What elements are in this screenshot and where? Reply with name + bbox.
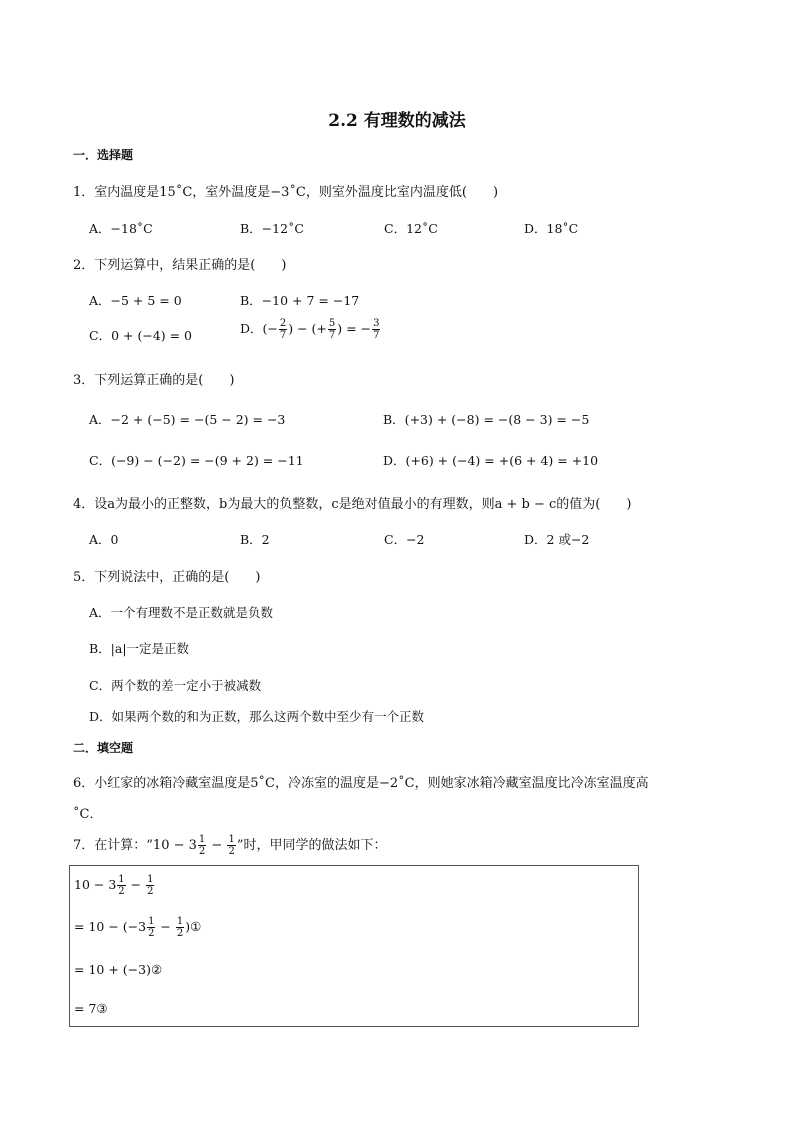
solution-box xyxy=(69,865,639,1027)
solution-line-1: 10 − 3 $\frac{1}{2}$ − $\frac{1}{2}$ xyxy=(74,874,154,897)
fraction: $\frac{1}{2}$ xyxy=(176,916,184,939)
fraction: $\frac{1}{2}$ xyxy=(198,834,206,857)
question-2-stem: 2．下列运算中，结果正确的是( ) xyxy=(73,258,287,273)
q2-option-d: D．(− $\frac{2}{7}$ ) − (+ $\frac{5}{7}$ ) = − $\frac{3}{7}$ xyxy=(240,318,380,341)
question-3-stem: 3．下列运算正确的是( ) xyxy=(73,373,235,388)
q1-option-a: A．−18˚C xyxy=(89,221,153,236)
q4-option-b: B．2 xyxy=(240,532,270,547)
fraction: $\frac{2}{7}$ xyxy=(279,318,287,341)
q5-option-c: C．两个数的差一定小于被减数 xyxy=(89,678,262,693)
fraction: $\frac{1}{2}$ xyxy=(118,874,125,897)
question-7-stem: 7．在计算：“10 − 3 $\frac{1}{2}$ − $\frac{1}{2}$ ”时，甲同学的做法如下： xyxy=(73,834,387,857)
q4-option-c: C．−2 xyxy=(384,532,425,547)
section-heading-fill: 二．填空题 xyxy=(73,741,134,755)
q2-option-b: B．−10 + 7 = −17 xyxy=(240,293,360,308)
fraction: $\frac{1}{2}$ xyxy=(228,834,235,857)
q4-option-a: A．0 xyxy=(89,532,119,547)
section-heading-choice: 一．选择题 xyxy=(73,148,134,162)
q3-option-c: C．(−9) − (−2) = −(9 + 2) = −11 xyxy=(89,453,304,468)
solution-line-4: = 7③ xyxy=(74,1001,108,1016)
q5-option-d: D．如果两个数的和为正数，那么这两个数中至少有一个正数 xyxy=(89,709,425,724)
q1-option-d: D．18˚C xyxy=(524,221,579,236)
question-1-stem: 1．室内温度是15˚C，室外温度是−3˚C，则室外温度比室内温度低( ) xyxy=(73,185,499,200)
q1-option-c: C．12˚C xyxy=(384,221,438,236)
solution-line-3: = 10 + (−3)② xyxy=(74,962,163,977)
page-title: 2.2 有理数的减法 xyxy=(328,111,466,131)
q3-option-a: A．−2 + (−5) = −(5 − 2) = −3 xyxy=(89,412,286,427)
q5-option-a: A．一个有理数不是正数就是负数 xyxy=(89,605,274,620)
question-4-stem: 4．设a为最小的正整数，b为最大的负整数，c是绝对值最小的有理数，则a + b − c的值为( ) xyxy=(73,497,632,512)
fraction: $\frac{3}{7}$ xyxy=(373,318,380,341)
fraction: $\frac{5}{7}$ xyxy=(328,318,336,341)
question-5-stem: 5．下列说法中，正确的是( ) xyxy=(73,570,261,585)
q1-option-b: B．−12˚C xyxy=(240,221,304,236)
q5-option-b: B．|a|一定是正数 xyxy=(89,641,190,656)
q3-option-d: D．(+6) + (−4) = +(6 + 4) = +10 xyxy=(383,453,599,468)
q3-option-b: B．(+3) + (−8) = −(8 − 3) = −5 xyxy=(383,412,590,427)
q2-option-c: C．0 + (−4) = 0 xyxy=(89,328,192,343)
question-6-line-1: 6．小红家的冰箱冷藏室温度是5˚C，冷冻室的温度是−2˚C，则她家冰箱冷藏室温度比冷冻室温度高 xyxy=(73,776,649,791)
q2-option-a: A．−5 + 5 = 0 xyxy=(89,293,182,308)
q4-option-d: D．2 或−2 xyxy=(524,532,590,547)
solution-line-2: = 10 − (−3 $\frac{1}{2}$ − $\frac{1}{2}$ )① xyxy=(74,916,202,939)
fraction: $\frac{1}{2}$ xyxy=(148,916,155,939)
question-6-line-2: ˚C． xyxy=(73,807,103,822)
fraction: $\frac{1}{2}$ xyxy=(147,874,154,897)
